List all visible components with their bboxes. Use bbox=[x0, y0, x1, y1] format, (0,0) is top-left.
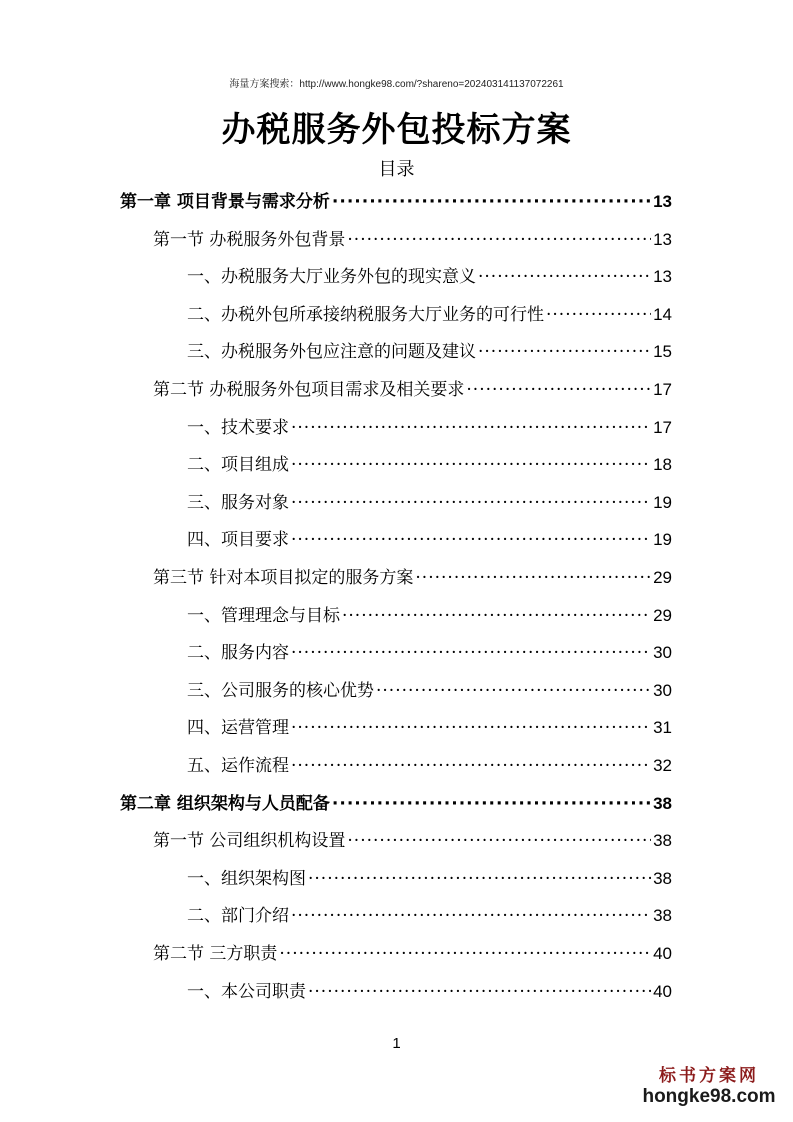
toc-entry-label: 二、服务内容 bbox=[187, 643, 289, 664]
toc-entry-page: 13 bbox=[653, 192, 672, 211]
toc-entry-page: 38 bbox=[653, 906, 672, 926]
toc-entry-label: 第一节 公司组织机构设置 bbox=[153, 831, 346, 852]
toc-entry-label: 二、部门介绍 bbox=[187, 906, 289, 927]
toc-dot-leader bbox=[291, 718, 651, 738]
toc-entry[interactable] bbox=[153, 939, 672, 969]
toc-entry-label: 第一章 项目背景与需求分析 bbox=[120, 192, 330, 212]
toc-dot-leader bbox=[332, 192, 651, 212]
toc-dot-leader bbox=[546, 305, 651, 325]
toc-entry-page: 30 bbox=[653, 643, 672, 663]
toc-entry-label: 一、管理理念与目标 bbox=[187, 605, 340, 626]
toc-entry[interactable] bbox=[187, 601, 672, 631]
toc-entry-page: 38 bbox=[653, 868, 672, 888]
toc-entry[interactable] bbox=[187, 864, 672, 894]
toc-entry[interactable] bbox=[187, 638, 672, 668]
toc-dot-leader bbox=[347, 831, 651, 851]
toc-entry-page: 31 bbox=[653, 718, 672, 738]
toc-entry-page: 15 bbox=[653, 342, 672, 362]
toc-entry-label: 三、办税服务外包应注意的问题及建议 bbox=[187, 342, 476, 363]
toc-entry-page: 30 bbox=[653, 680, 672, 700]
toc-dot-leader bbox=[291, 493, 651, 513]
toc-entry[interactable] bbox=[187, 337, 672, 367]
page-number: 1 bbox=[392, 1035, 401, 1052]
watermark-cn-text: 标书方案网 bbox=[659, 1066, 759, 1086]
toc-entry-label: 第二节 三方职责 bbox=[153, 944, 278, 964]
toc-dot-leader bbox=[347, 230, 651, 250]
toc-entry[interactable] bbox=[153, 375, 672, 405]
toc-entry-label: 第二章 组织架构与人员配备 bbox=[120, 793, 330, 814]
toc-entry-label: 第三节 针对本项目拟定的服务方案 bbox=[153, 568, 414, 588]
toc-entry-page: 19 bbox=[653, 492, 672, 512]
toc-entry[interactable] bbox=[120, 789, 672, 819]
toc-entry-page: 38 bbox=[653, 793, 672, 813]
toc-entry-label: 第二节 办税服务外包项目需求及相关要求 bbox=[153, 380, 465, 400]
toc-entry[interactable] bbox=[153, 225, 672, 255]
toc-entry-label: 四、项目要求 bbox=[187, 530, 289, 551]
toc-entry[interactable] bbox=[187, 713, 672, 743]
toc-entry[interactable] bbox=[187, 488, 672, 518]
toc-entry[interactable] bbox=[187, 413, 672, 443]
toc-entry[interactable] bbox=[187, 300, 672, 330]
toc-entry-label: 一、本公司职责 bbox=[187, 981, 306, 1002]
toc-dot-leader bbox=[332, 794, 651, 814]
toc-entry-page: 19 bbox=[653, 530, 672, 550]
toc-entry-label: 一、技术要求 bbox=[187, 417, 289, 438]
toc-entry[interactable] bbox=[153, 563, 672, 593]
toc-entry-label: 二、办税外包所承接纳税服务大厅业务的可行性 bbox=[187, 304, 544, 325]
toc-dot-leader bbox=[291, 643, 651, 663]
toc-heading: 目录 bbox=[378, 159, 415, 180]
toc-entry-label: 第一节 办税服务外包背景 bbox=[153, 229, 346, 250]
toc-entry[interactable] bbox=[187, 977, 672, 1007]
toc-dot-leader bbox=[376, 681, 651, 701]
toc-entry[interactable] bbox=[187, 450, 672, 480]
toc-entry-page: 38 bbox=[653, 831, 672, 851]
toc-entry-label: 一、办税服务大厅业务外包的现实意义 bbox=[187, 267, 476, 288]
toc-entry-page: 40 bbox=[653, 981, 672, 1001]
toc-entry-label: 五、运作流程 bbox=[187, 756, 289, 776]
toc-entry-page: 29 bbox=[653, 568, 672, 587]
toc-entry-page: 40 bbox=[653, 944, 672, 963]
toc-dot-leader bbox=[308, 982, 651, 1002]
toc-entry-label: 一、组织架构图 bbox=[187, 868, 306, 889]
toc-dot-leader bbox=[308, 869, 651, 889]
toc-dot-leader bbox=[291, 906, 651, 926]
toc-entry-label: 四、运营管理 bbox=[187, 718, 289, 739]
toc-entry-page: 18 bbox=[653, 455, 672, 475]
toc-entry-page: 17 bbox=[653, 380, 672, 399]
toc-dot-leader bbox=[279, 944, 651, 964]
toc-entry[interactable] bbox=[187, 676, 672, 706]
toc-entry-page: 14 bbox=[653, 304, 672, 324]
toc-entry-page: 17 bbox=[653, 417, 672, 437]
toc-entry[interactable] bbox=[187, 262, 672, 292]
toc-entry-page: 13 bbox=[653, 267, 672, 287]
toc-dot-leader bbox=[291, 418, 651, 438]
toc-entry[interactable] bbox=[187, 751, 672, 781]
toc-dot-leader bbox=[478, 342, 651, 362]
toc-entry-label: 二、项目组成 bbox=[187, 455, 289, 476]
toc-entry[interactable] bbox=[153, 826, 672, 856]
toc-entry[interactable] bbox=[187, 901, 672, 931]
toc-entry-label: 三、服务对象 bbox=[187, 492, 289, 513]
document-title: 办税服务外包投标方案 bbox=[221, 110, 572, 150]
toc-dot-leader bbox=[478, 267, 651, 287]
toc-entry-page: 29 bbox=[653, 605, 672, 625]
watermark-domain-text: hongke98.com bbox=[642, 1086, 776, 1107]
toc-entry-label: 三、公司服务的核心优势 bbox=[187, 680, 374, 701]
toc-dot-leader bbox=[291, 756, 651, 776]
toc-entry-page: 13 bbox=[653, 229, 672, 249]
toc-entry-page: 32 bbox=[653, 756, 672, 775]
toc-entry[interactable] bbox=[120, 187, 672, 217]
header-url: 海量方案搜索：http://www.hongke98.com/?shareno=20240314113707226​1 bbox=[229, 79, 564, 90]
toc-dot-leader bbox=[342, 606, 651, 626]
watermark-logo bbox=[634, 1066, 784, 1108]
toc-dot-leader bbox=[291, 455, 651, 475]
toc-dot-leader bbox=[291, 530, 651, 550]
toc-dot-leader bbox=[466, 380, 651, 400]
toc-entry[interactable] bbox=[187, 525, 672, 555]
toc-dot-leader bbox=[415, 568, 651, 588]
